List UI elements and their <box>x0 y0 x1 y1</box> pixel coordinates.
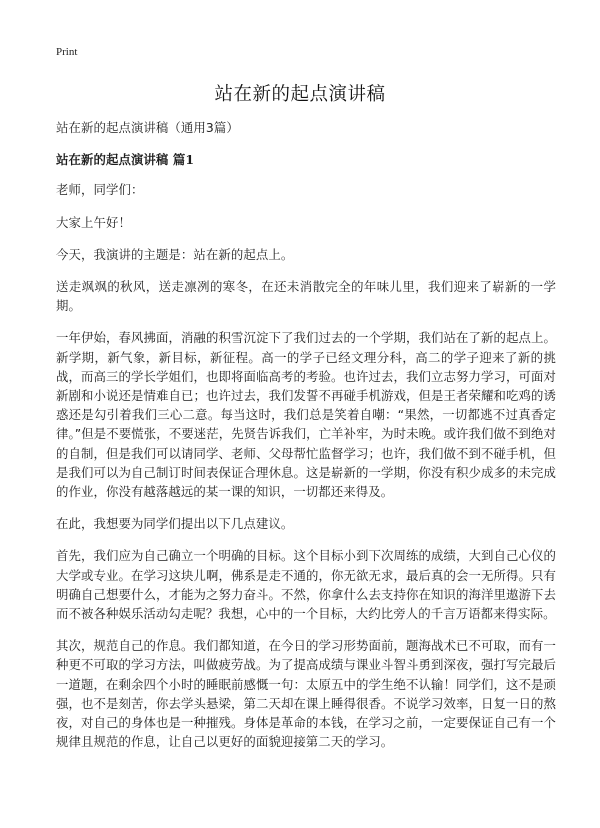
paragraph-goal: 首先，我们应为自己确立一个明确的目标。这个目标小到下次周练的成绩，大到自己心仪的大学或专业。在学习这块儿啊，佛系是走不通的，你无欲无求，最后真的会一无所得。只有明确自己想要什么，才能为之努力奋斗。不然，你拿什么去支持你在知识的海洋里遨游下去而不被各种娱乐活动勾走呢？我想，心中的一个目标，大约比旁人的千言万语都来得实际。 <box>56 548 556 622</box>
paragraph-new-start: 一年伊始，春风拂面，消融的积雪沉淀下了我们过去的一个学期，我们站在了新的起点上。新学期，新气象，新目标，新征程。高一的学子已经文理分科，高二的学子迎来了新的挑战，而高三的学长学姐们，也即将面临高考的考验。也许过去，我们立志努力学习，可面对新剧和小说还是情难自已；也许过去，我们发誓不再碰手机游戏，但是王者荣耀和吃鸡的诱惑还是勾引着我们三心二意。每当这时，我们总是笑着自嘲：“果然，一切都逃不过真香定律。”但是不要慌张，不要迷茫，先贤告诉我们，亡羊补牢，为时未晚。或许我们做不到绝对的自制，但是我们可以请同学、老师、父母帮忙监督学习；也许，我们做不到不碰手机，但是我们可以为自己制订时间表保证合理休息。这是崭新的一学期，你没有积少成多的未完成的作业，你没有越落越远的某一课的知识，一切都还来得及。 <box>56 330 556 500</box>
paragraph-suggestions: 在此，我想要为同学们提出以下几点建议。 <box>56 516 294 532</box>
document-body <box>56 118 556 764</box>
section-heading: 站在新的起点演讲稿 篇1 <box>56 152 195 168</box>
paragraph-intro: 送走飒飒的秋风，送走凛冽的寒冬，在还未消散完全的年味儿里，我们迎来了崭新的一学期。 <box>56 279 556 314</box>
paragraph-topic: 今天，我演讲的主题是：站在新的起点上。 <box>56 246 294 262</box>
document-subtitle: 站在新的起点演讲稿（通用3篇） <box>56 120 239 135</box>
document-title: 站在新的起点演讲稿 <box>214 84 386 105</box>
paragraph-hello: 大家上午好！ <box>56 214 131 230</box>
paragraph-schedule: 其次，规范自己的作息。我们都知道，在今日的学习形势面前，题海战术已不可取，而有一种更不可取的学习方法，叫做疲劳战。为了提高成绩与课业斗智斗勇到深夜，强打写完最后一道题，在剩余四个小时的睡眠前感慨一句：太原五中的学生绝不认输！同学们，这不是顽强，也不是刻苦，你去学头悬梁，第二天却在课上睡得很香。不说学习效率，日复一日的熬夜，对自己的身体也是一种摧残。身体是革命的本钱，在学习之前，一定要保证自己有一个规律且规范的作息，让自己以更好的面貌迎接第二天的学习。 <box>56 638 556 750</box>
paragraph-greeting: 老师，同学们： <box>56 182 144 198</box>
print-link[interactable]: Print <box>56 46 78 58</box>
